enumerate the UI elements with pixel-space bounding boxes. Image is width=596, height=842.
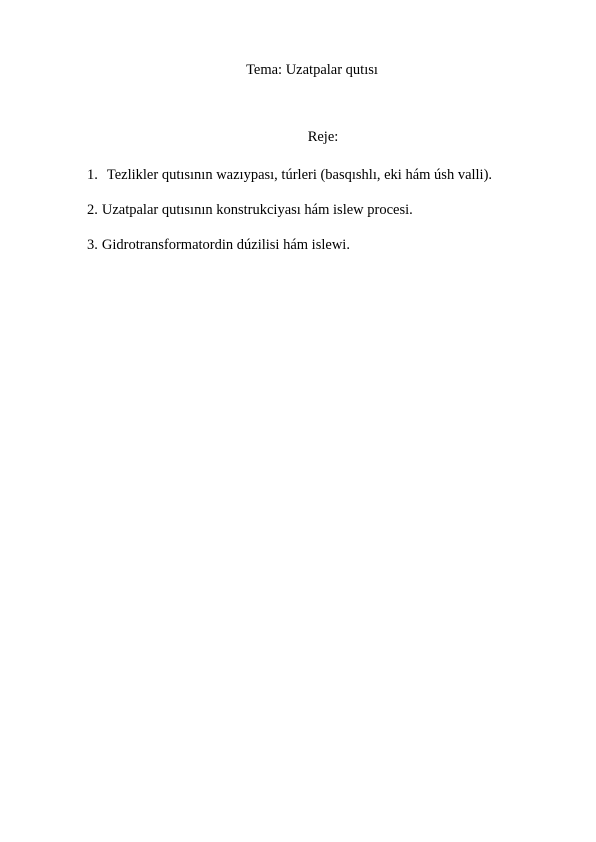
plan-item-2 [87, 201, 492, 219]
plan-item-number: 1. [87, 167, 98, 183]
plan-item-text: Tezlikler qutısının wazıypası, túrleri (basqıshlı, eki hám úsh valli). [106, 167, 493, 183]
plan-item-1 [87, 166, 492, 184]
plan-item-number: 3. [87, 237, 98, 253]
document-title: Tema: Uzatpalar qutısı [246, 62, 378, 78]
plan-item-3 [87, 236, 492, 254]
plan-list [87, 166, 492, 271]
plan-item-text: Gidrotransformatordin dúzilisi hám islewi. [101, 237, 350, 253]
plan-heading: Reje: [307, 129, 339, 145]
plan-item-number: 2. [87, 202, 98, 218]
plan-item-text: Uzatpalar qutısının konstrukciyası hám islew procesi. [101, 202, 413, 218]
